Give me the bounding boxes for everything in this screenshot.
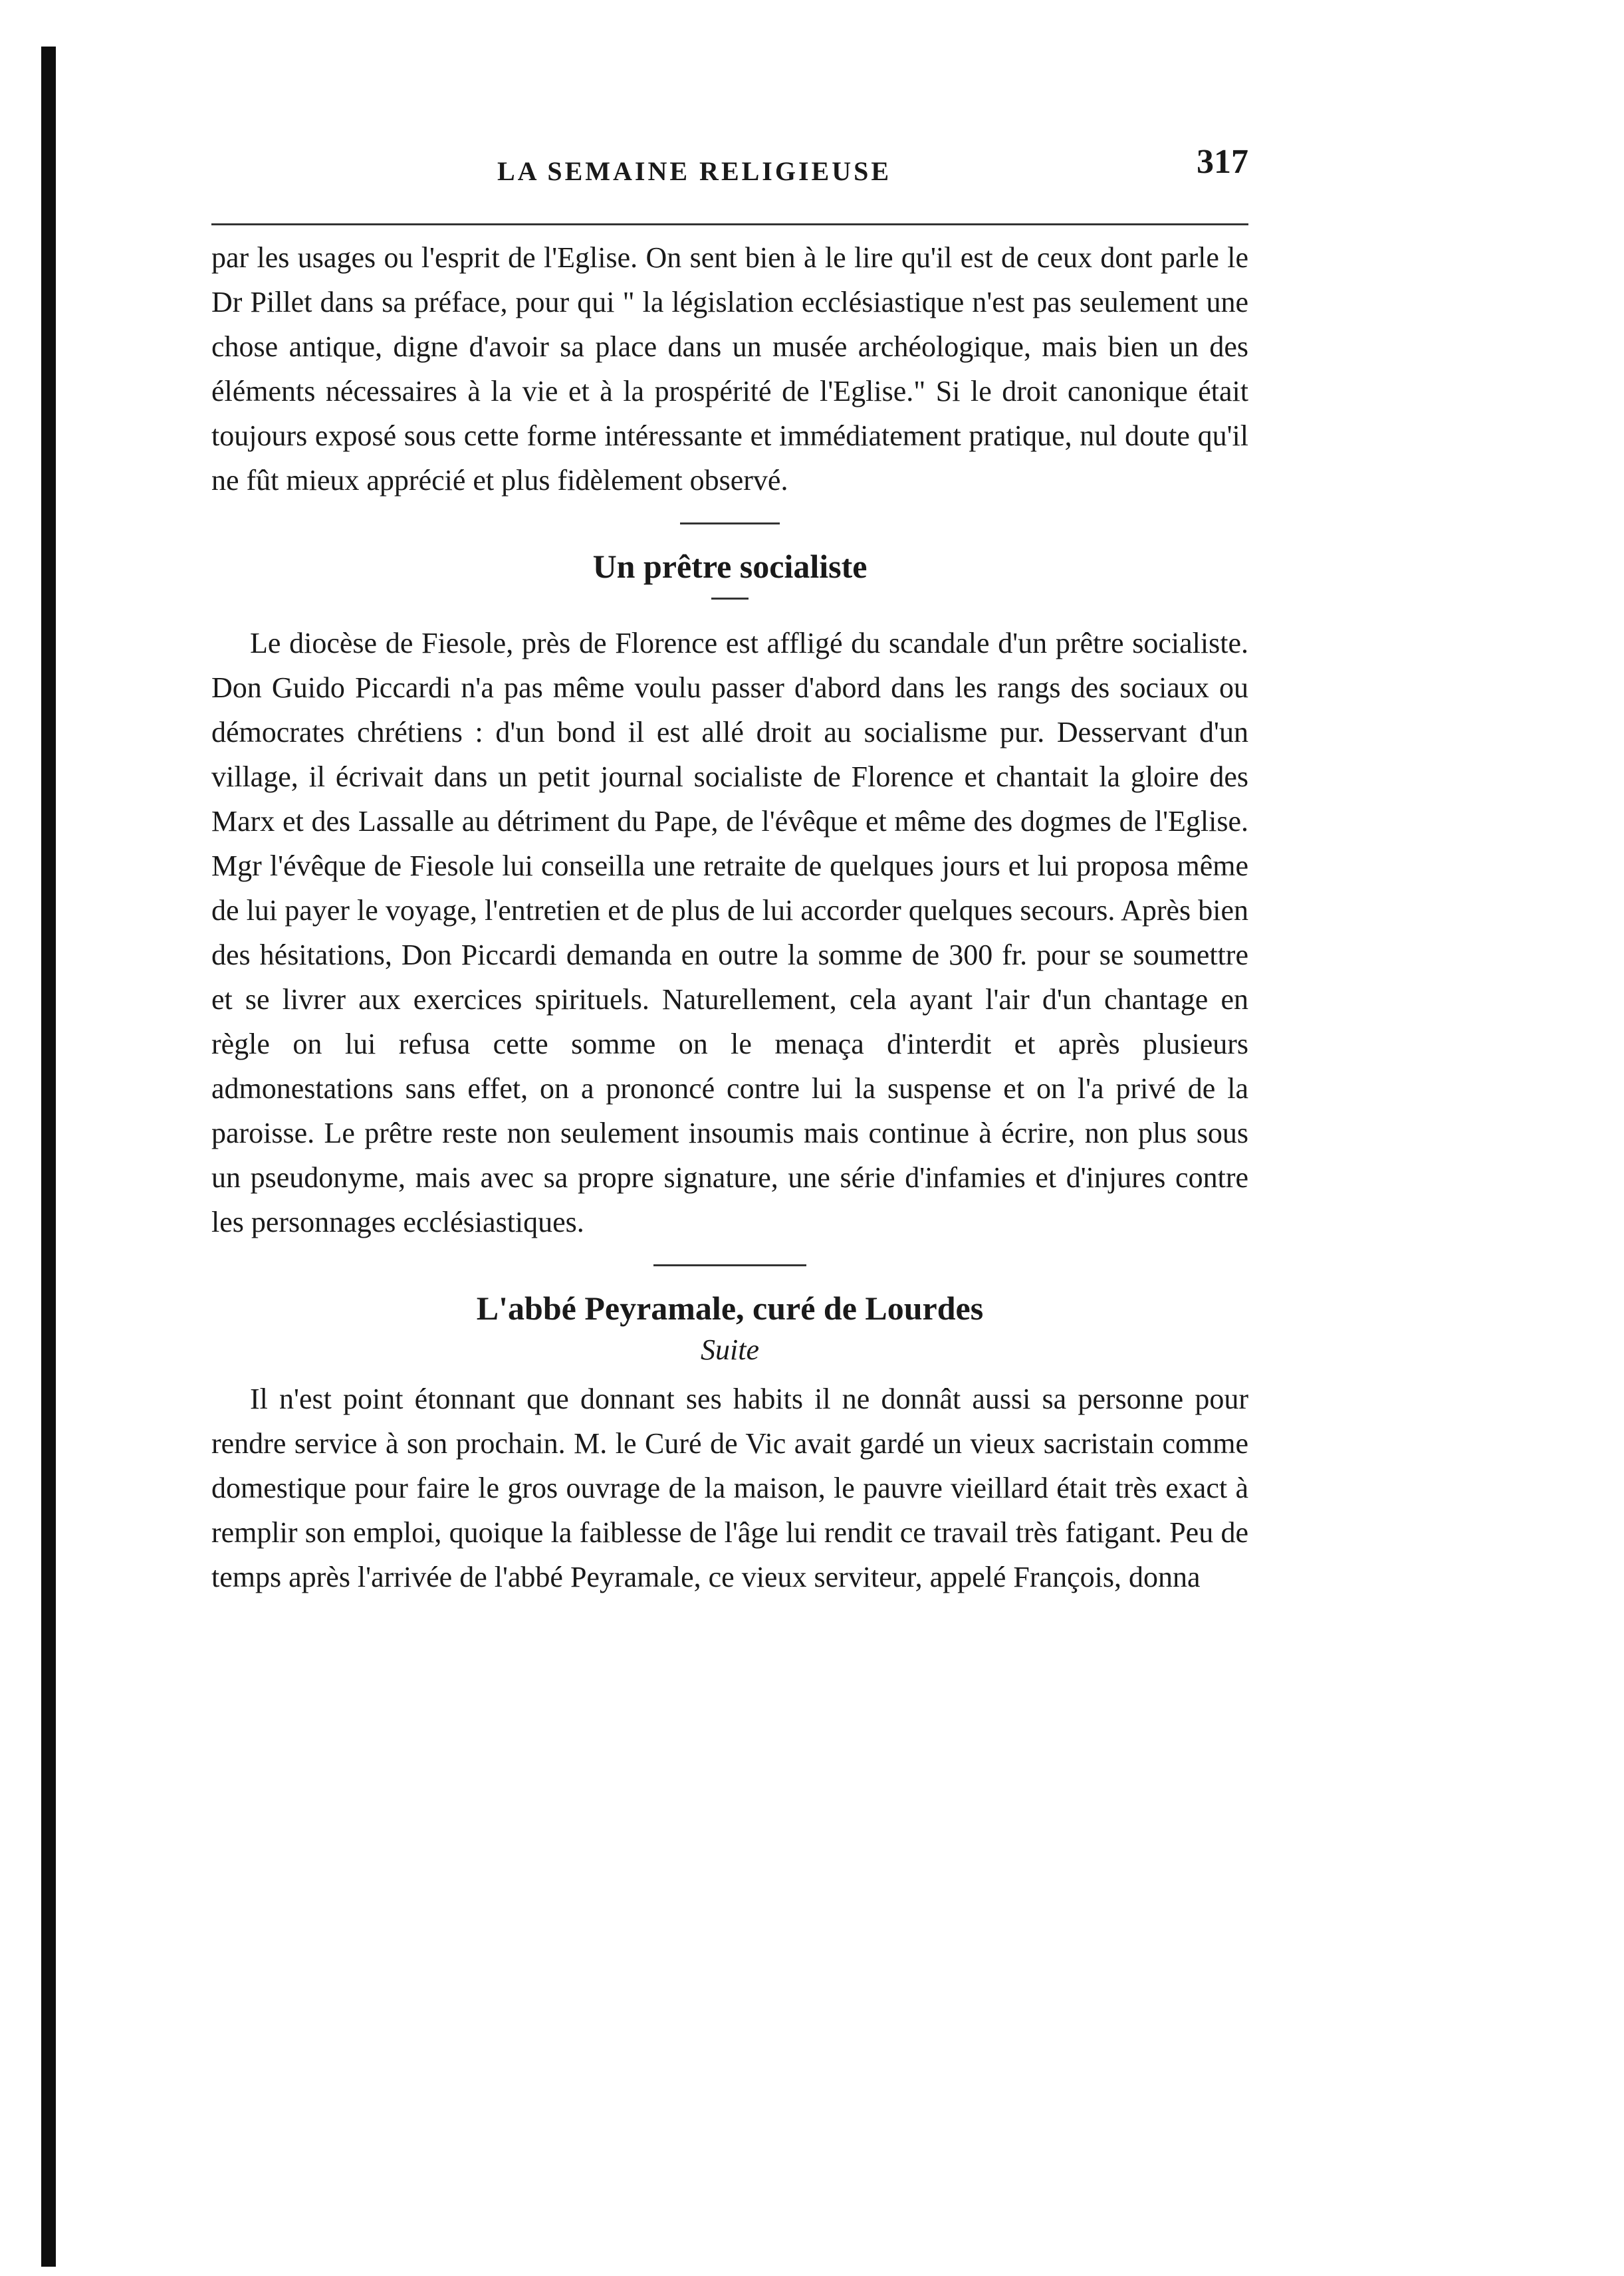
running-header [211, 100, 1248, 193]
intro-paragraph: par les usages ou l'esprit de l'Eglise. On sent bien à le lire qu'il est de ceux dont parle le Dr Pillet dans sa préface, pour qui " la législation ecclésiastique n'est pas seulement une chose antique, digne d'avoir sa place dans un musée archéologique, mais bien un des éléments nécessaires à la vie et à la prospérité de l'Eglise." Si le droit canonique était toujours exposé sous cette forme intéressante et immédiatement pratique, nul doute qu'il ne fût mieux apprécié et plus fidèlement observé. [211, 241, 1248, 497]
section-heading-peyramale: L'abbé Peyramale, curé de Lourdes [476, 1290, 984, 1327]
section-divider [653, 1264, 806, 1266]
header-title: LA SEMAINE RELIGIEUSE [497, 156, 892, 186]
section-subheading-suite: Suite [701, 1333, 759, 1366]
page-number: 317 [1197, 143, 1248, 181]
header-rule [211, 223, 1248, 225]
section-divider [680, 522, 780, 524]
socialiste-paragraph: Le diocèse de Fiesole, près de Florence est affligé du scandale d'un prêtre socialiste. Don Guido Piccardi n'a pas même voulu passer d'abord dans les rangs des sociaux ou démocrates chrétiens : d'un bond il est allé droit au socialisme pur. Desservant d'un village, il écrivait dans un petit journal socialiste de Florence et chantait la gloire des Marx et des Lassalle au détriment du Pape, de l'évêque et même des dogmes de l'Eglise. Mgr l'évêque de Fiesole lui conseilla une retraite de quelques jours et lui proposa même de lui payer le voyage, l'entretien et de plus de lui accorder quelques secours. Après bien des hésitations, Don Piccardi demanda en outre la somme de 300 fr. pour se soumettre et se livrer aux exercices spirituels. Naturellement, cela ayant l'air d'un chantage en règle on lui refusa cette somme on le menaça d'interdit et après plusieurs admonestations sans effet, on a prononcé contre lui la suspense et on l'a privé de la paroisse. Le prêtre reste non seulement insoumis mais continue à écrire, non plus sous un pseudonyme, mais avec sa propre signature, une série d'infamies et d'injures contre les personnages ecclésiastiques. [211, 627, 1248, 1238]
section-heading-socialiste: Un prêtre socialiste [592, 548, 868, 585]
document-page [211, 100, 1248, 1599]
peyramale-paragraph: Il n'est point étonnant que donnant ses habits il ne donnât aussi sa personne pour rendre service à son prochain. M. le Curé de Vic avait gardé un vieux sacristain comme domestique pour faire le gros ouvrage de la maison, le pauvre vieillard était très exact à remplir son emploi, quoique la faiblesse de l'âge lui rendit ce travail très fatigant. Peu de temps après l'arrivée de l'abbé Peyramale, ce vieux serviteur, appelé François, donna [211, 1383, 1248, 1593]
heading-dash [711, 598, 749, 600]
book-binding-edge [41, 47, 56, 2267]
